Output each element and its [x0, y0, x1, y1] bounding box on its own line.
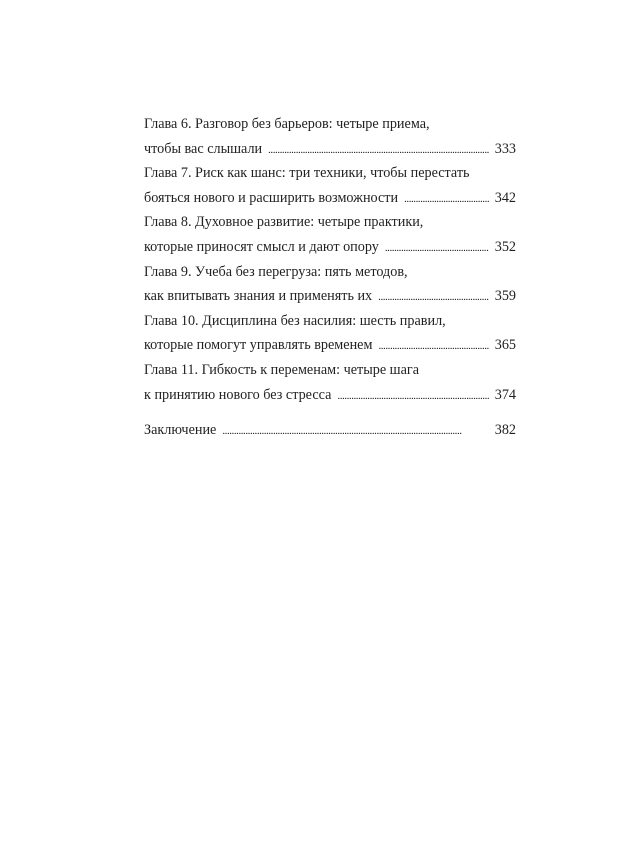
toc-page-number: 359 [494, 288, 516, 305]
dot-leader [385, 236, 489, 261]
toc-entry-subtitle: как впитывать знания и применять их [144, 288, 373, 305]
toc-entry-title-line [144, 309, 516, 334]
toc-entry-chapter-8 [144, 210, 516, 259]
toc-page-number: 352 [494, 238, 516, 255]
toc-entry-title: Глава 10. Дисциплина без насилия: шесть правил, [144, 312, 446, 329]
toc-page-number: 333 [494, 140, 516, 157]
toc-entry-title: Заключение [144, 422, 217, 439]
toc-entry-title: Глава 8. Духовное развитие: четыре практики, [144, 214, 424, 231]
toc-entry-subtitle: бояться нового и расширить возможности [144, 189, 399, 206]
toc-entry-subtitle-line [144, 333, 516, 358]
toc-entry-title: Глава 9. Учеба без перегруза: пять методов, [144, 263, 408, 280]
toc-entry-subtitle-line [144, 284, 516, 309]
toc-entry-title: Глава 7. Риск как шанс: три техники, чтобы перестать [144, 165, 470, 182]
toc-entry-subtitle-line [144, 186, 516, 211]
toc-page-number: 374 [494, 386, 516, 403]
toc-entry-title-line [144, 418, 516, 443]
toc-entry-subtitle-line [144, 235, 516, 260]
toc-entry-subtitle-line [144, 383, 516, 408]
toc-entry-chapter-9 [144, 260, 516, 309]
toc-entry-title: Глава 11. Гибкость к переменам: четыре шага [144, 361, 420, 378]
toc-page-number: 365 [494, 337, 516, 354]
toc-entry-title-line [144, 112, 516, 137]
toc-entry-chapter-7 [144, 161, 516, 210]
toc-entry-title-line [144, 358, 516, 383]
toc-entry-subtitle: к принятию нового без стресса [144, 386, 332, 403]
toc-entry-subtitle: чтобы вас слышали [144, 140, 263, 157]
toc-entry-conclusion [144, 418, 516, 443]
toc-entry-chapter-11 [144, 358, 516, 407]
table-of-contents [144, 112, 516, 443]
dot-leader [222, 419, 488, 444]
section-gap [144, 407, 516, 418]
dot-leader [337, 384, 488, 409]
toc-entry-chapter-10 [144, 309, 516, 358]
dot-leader [378, 334, 488, 359]
dot-leader [268, 138, 489, 163]
toc-page-number: 382 [494, 422, 516, 439]
toc-entry-subtitle: которые приносят смысл и дают опору [144, 238, 379, 255]
toc-entry-title-line [144, 161, 516, 186]
dot-leader [378, 285, 489, 310]
toc-entry-chapter-6 [144, 112, 516, 161]
toc-entry-title-line [144, 210, 516, 235]
dot-leader [404, 187, 489, 212]
toc-entry-subtitle-line [144, 137, 516, 162]
toc-entry-title: Глава 6. Разговор без барьеров: четыре приема, [144, 116, 430, 132]
toc-entry-subtitle: которые помогут управлять временем [144, 337, 373, 354]
toc-page-number: 342 [494, 189, 516, 206]
toc-entry-title-line [144, 260, 516, 285]
